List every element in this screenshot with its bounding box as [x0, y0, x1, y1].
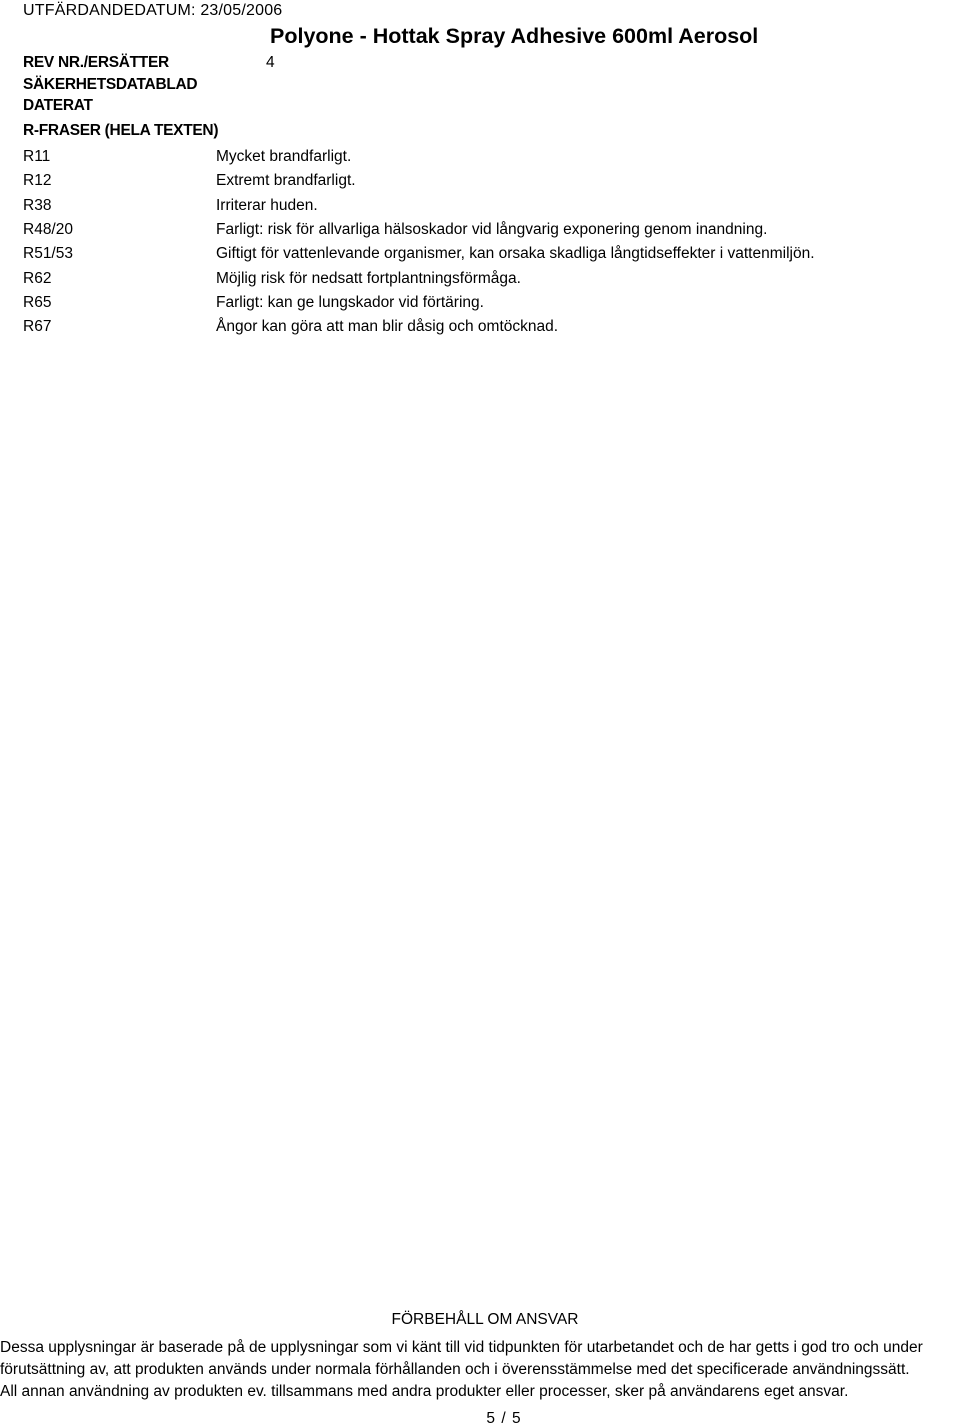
revision-number: 4 [266, 54, 275, 71]
disclaimer-line: Dessa upplysningar är baserade på de upplysningar som vi känt till vid tidpunkten för utarbetandet och de har getts i god tro och under [0, 1339, 923, 1356]
r-phrase-text: Möjlig risk för nedsatt fortplantningsförmåga. [216, 269, 521, 287]
issue-date: UTFÄRDANDEDATUM: 23/05/2006 [23, 2, 283, 19]
r-phrase-text: Extremt brandfarligt. [216, 172, 356, 190]
r-phrase-row [23, 242, 943, 266]
r-phrase-text: Irriterar huden. [216, 196, 318, 214]
disclaimer-line: All annan användning av produkten ev. tillsammans med andra produkter eller processer, sker på användarens eget ansvar. [0, 1383, 849, 1400]
r-phrase-text: Giftigt för vattenlevande organismer, kan orsaka skadliga långtidseffekter i vattenmiljön. [216, 245, 815, 263]
r-phrase-code: R51/53 [23, 245, 73, 263]
product-title: Polyone - Hottak Spray Adhesive 600ml Aerosol [270, 24, 759, 48]
r-phrase-code: R11 [23, 148, 51, 166]
r-phrase-row [23, 315, 943, 339]
r-phrase-row [23, 291, 943, 315]
disclaimer-body [0, 1337, 960, 1403]
r-phrases-heading: R-FRASER (HELA TEXTEN) [23, 122, 219, 139]
r-phrase-row [23, 169, 943, 193]
r-phrase-text: Farligt: risk för allvarliga hälsoskador vid långvarig exponering genom inandning. [216, 221, 768, 239]
r-phrase-code: R65 [23, 293, 52, 311]
disclaimer-line: förutsättning av, att produkten används under normala förhållanden och i överensstämmelse med det specificerade användningssätt. [0, 1361, 910, 1378]
r-phrase-text: Mycket brandfarligt. [216, 148, 352, 166]
disclaimer-heading: FÖRBEHÅLL OM ANSVAR [391, 1311, 579, 1328]
r-phrase-row [23, 194, 943, 218]
r-phrase-code: R12 [23, 172, 52, 190]
page-number: 5 / 5 [486, 1410, 522, 1427]
r-phrase-text: Ångor kan göra att man blir dåsig och omtöcknad. [216, 318, 559, 336]
r-phrase-row [23, 218, 943, 242]
r-phrase-row [23, 266, 943, 290]
revision-label-line: SÄKERHETSDATABLAD [23, 75, 198, 93]
r-phrase-row [23, 145, 943, 169]
revision-label [23, 52, 223, 117]
revision-label-line: REV NR./ERSÄTTER [23, 54, 169, 71]
r-phrase-code: R62 [23, 269, 52, 287]
r-phrase-code: R38 [23, 196, 52, 214]
r-phrase-code: R67 [23, 318, 52, 336]
r-phrase-code: R48/20 [23, 221, 73, 239]
r-phrases-list [23, 145, 943, 339]
r-phrase-text: Farligt: kan ge lungskador vid förtäring. [216, 293, 484, 311]
revision-label-line: DATERAT [23, 97, 93, 114]
